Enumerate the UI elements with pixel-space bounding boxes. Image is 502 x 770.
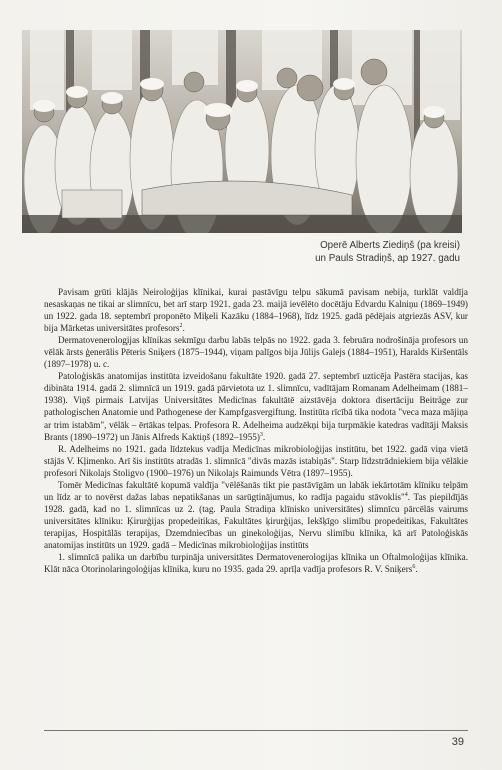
caption-line-1: Operē Alberts Ziediņš (pa kreisi) [320, 240, 460, 251]
paragraph [44, 334, 468, 370]
paragraph-text: Pavisam grūti klājās Neiroloģijas klīnikai, kurai pastāvīgu telpu sākumā pavisam nebija, turklāt valdīja nesaskaņas ne tikai ar slimnīcu, bet arī starp 1921. gada 23. maijā ievēlēto docētāju Edvardu Kalniņu (1869–1949) un 1922. gada 18. septembrī proponēto Miķeli Kazāku (1884–1968), līdz 1925. gadā pēdējais atgriezās ASV, kur bija Mārketas universitātes profesors [44, 287, 468, 334]
paragraph-text: Dermatovenerolog̦ijas klīnikas sekmīgu darbu labās telpās no 1922. gada 3. februāra nodrošināja profesors un vēlāk ārsts ģenerālis Pēteris Sniķers (1875–1944), viņam palīgos bija Jūlijs Galejs (1884–1951), Haralds Kiršentāls (1897–1978) u. c. [44, 335, 468, 370]
paragraph-tail: . [415, 564, 418, 575]
photo-caption [270, 240, 460, 265]
paragraph-text: Patoloģiskās anatomijas institūta izveidošanu fakultāte 1920. gadā 27. septembrī uzticēja Pastēra stacijas, kas dibināta 1914. gadā 2. slimnīcā un 1919. gadā pārvietota uz 1. slimnīcu, vadītājam Romanam Adelheimam (1881–1938). Viņš pirmais Latvijas Universitātes Medicīnas fakultātē aizstāvēja doktora disertāciju Beiträge zur pathologischen Anatomie und Pathogenese der Kampfgasvergiftung. Institūta rīcībā tika nodota "veca maza mājiņa ar trim istabām", vēlāk – ērtākas telpas. Profesora R. Adelheima audzēkņi bija turpmākie katedras vadītāji Maksis Brants (1890–1972) un Jānis Alfreds Kaktiņš (1892–1955) [44, 371, 468, 442]
footer-rule [44, 730, 468, 731]
paragraph-tail: . [182, 323, 185, 334]
footnote-ref: 4 [404, 491, 408, 498]
footnote-ref: 6 [412, 564, 416, 571]
paragraph [44, 370, 468, 442]
paragraph [44, 479, 468, 551]
photo-illustration [22, 30, 462, 233]
paragraph [44, 286, 468, 334]
page-number: 39 [451, 736, 464, 748]
paragraph-tail: . [262, 431, 266, 442]
footnote-ref: 3 [259, 431, 263, 438]
caption-line-2: un Pauls Stradiņš, ap 1927. gadu [315, 252, 460, 264]
paragraph-text: 1. slimnīcā palika un darbību turpināja universitātes Dermatovenerologijas klīnika un Oftalmoloģijas klīnika. Klāt nāca Otorinolaringoloģijas klīnika, kuru no 1935. gada 29. aprīļa vadīja profesors R. V. Sniķers [44, 552, 468, 575]
paragraph-tail: . Tas piepildījās 1928. gadā, kad no 1. slimnīcas uz 2. (tag. Paula Stradiņa klīnisko universitātes) slimnīcu pārcēlās vairums universitātes klīniku: Ķirurģijas propedeitikas, Fakultātes ķirurģijas, Iekšķīgo slimību propedeitikas, Fakultātes terapijas, Hospitālās terapijas, Dzemdniecības un ginekoloģijas, Nervu slimību klīnika, kā arī Patoloģiskās anatomijas institūts un 1929. gadā – Medicīnas mikrobioloģijas institūts [44, 491, 468, 550]
paragraph [44, 551, 468, 575]
paragraph [44, 443, 468, 479]
paragraph-text: Tomēr Medicīnas fakultātē kopumā valdīja "vēlēšanās tikt pie pastāvīgām un labāk iekārtotām klīniku telpām un līdz ar to novērst dažas labas nepatikšanas un sarūgtinājumus, ko radīja pagaidu stāvoklis" [44, 479, 468, 502]
body-text [44, 286, 468, 575]
paragraph-text: R. Adelheims no 1921. gada līdztekus vadīja Medicīnas mikrobioloģijas institūtu, bet 1922. gadā viņa vietā stājās V. Kļimenko. Arī šis institūts atradās 1. slimnīcā "divās mazās istabiņās". Starp līdzstrādniekiem bija vēlākie profesori Nikolajs Stoligvo (1900–1976) un Nikolajs Raimunds Vētra (1897–1955). [44, 443, 468, 478]
historical-surgery-photo [22, 30, 462, 233]
footnote-ref: 2 [179, 323, 183, 330]
